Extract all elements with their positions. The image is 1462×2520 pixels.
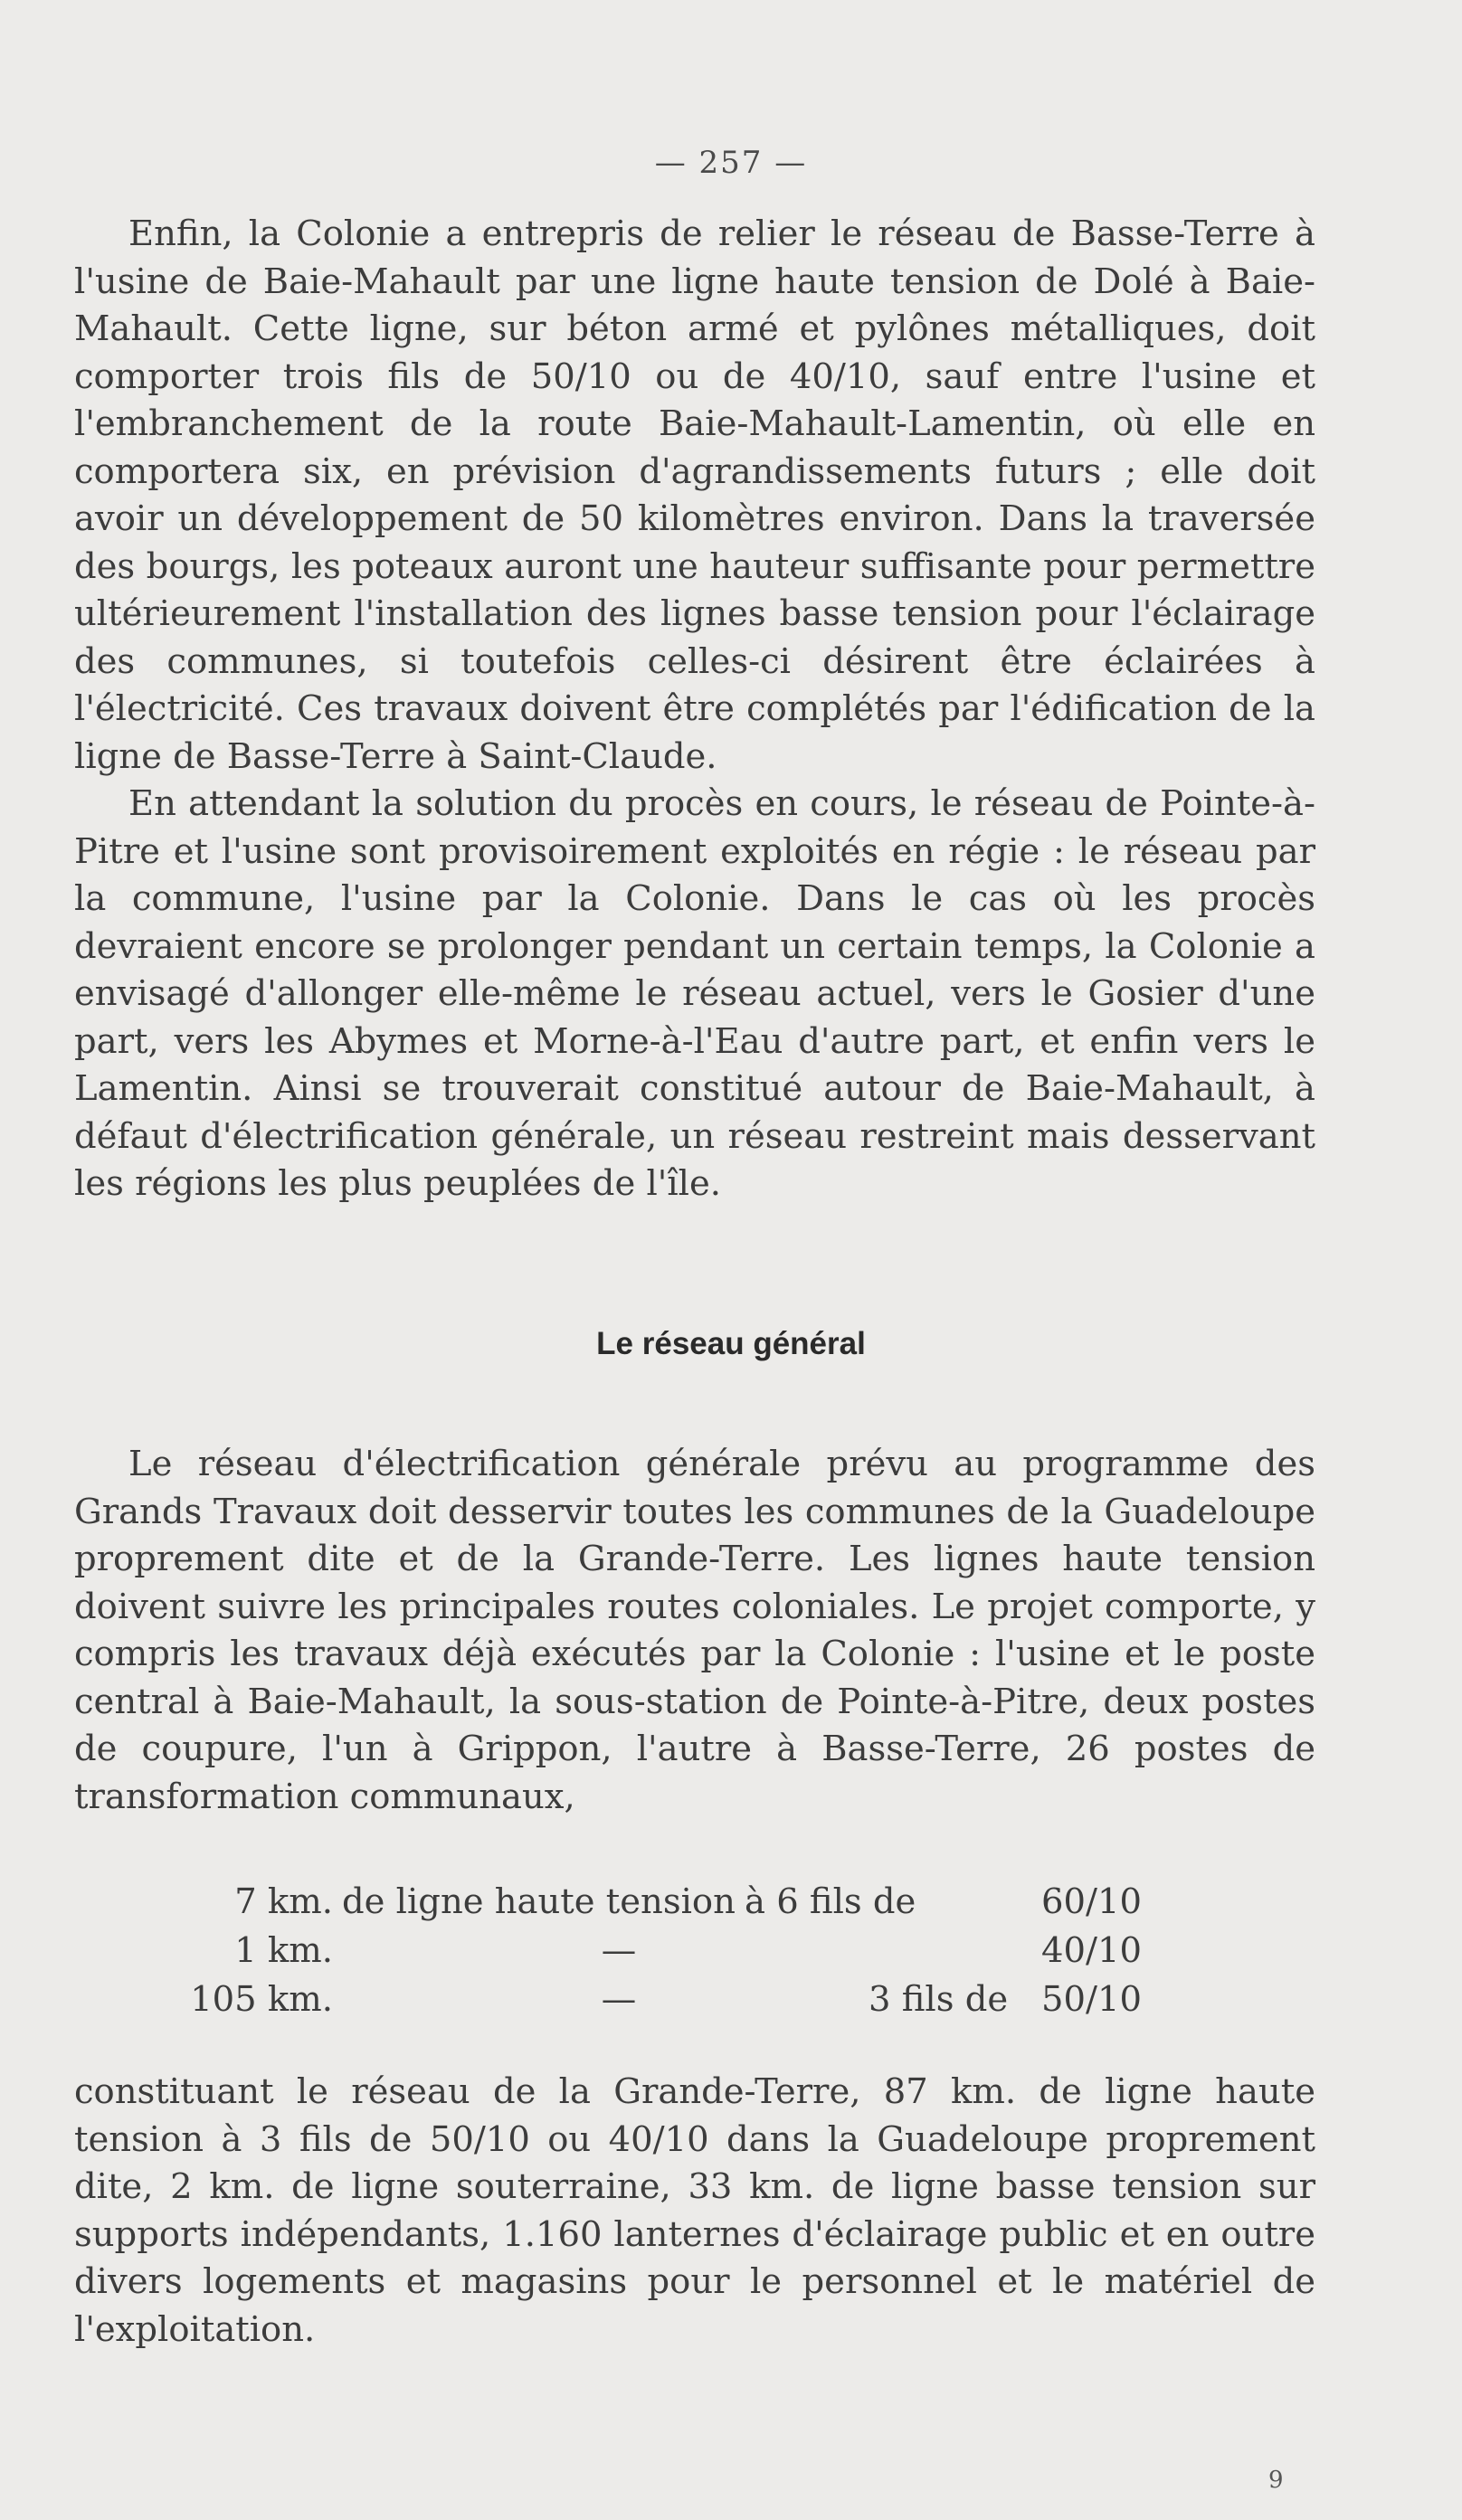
section-heading: Le réseau général bbox=[596, 1326, 866, 1361]
sheet-number: 9 bbox=[1268, 2467, 1284, 2494]
spec-row bbox=[0, 1928, 1462, 1975]
spec-ditto-dash: — bbox=[601, 1930, 637, 1971]
spec-row bbox=[0, 1976, 1462, 2023]
paragraph-general-network: Le réseau d'électrification générale prévu au programme des Grands Travaux doit desservir toutes les communes de la Guadeloupe proprement dite et de la Grande-Terre. Les lignes haute tension doivent suivre les principales routes coloniales. Le projet comporte, y compris les travaux déjà exécutés par la Colonie : l'usine et le poste central à Baie-Mahault, la sous-station de Pointe-à-Pitre, deux postes de coupure, l'un à Grippon, l'autre à Basse-Terre, 26 postes de transformation communaux, bbox=[74, 1444, 1315, 1817]
intro-text-block bbox=[74, 211, 1315, 1208]
spec-wire-count: 3 fils de bbox=[869, 1979, 1009, 2020]
spec-description: de ligne haute tension bbox=[342, 1881, 736, 1922]
paragraph-closing: constituant le réseau de la Grande-Terre, 87 km. de ligne haute tension à 3 fils de 50/10 ou 40/10 dans la Guadeloupe proprement dite, 2 km. de ligne souterraine, 33 km. de ligne basse tension sur supports indépendants, 1.160 lanternes d'éclairage public et en outre divers logements et magasins pour le personnel et le matériel de l'exploitation. bbox=[74, 2071, 1315, 2350]
spec-quantity: 1 km. bbox=[234, 1930, 333, 1971]
paragraph-pointe-a-pitre-network: En attendant la solution du procès en cours, le réseau de Pointe-à-Pitre et l'usine sont provisoirement exploités en régie : le réseau par la commune, l'usine par la Colonie. Dans le cas où les procès devraient encore se prolonger pendant un certain temps, la Colonie a envisagé d'allonger elle-même le réseau actuel, vers le Gosier d'une part, vers les Abymes et Morne-à-l'Eau d'autre part, et enfin vers le Lamentin. Ainsi se trouverait constitué autour de Baie-Mahault, à défaut d'électrification générale, un réseau restreint mais desservant les régions les plus peuplées de l'île. bbox=[74, 783, 1315, 1204]
spec-quantity: 105 km. bbox=[190, 1979, 333, 2020]
line-specs-list bbox=[0, 1879, 1462, 2032]
spec-row bbox=[0, 1879, 1462, 1926]
spec-wire-count: à 6 fils de bbox=[745, 1881, 916, 1922]
spec-gauge: 50/10 bbox=[1041, 1979, 1142, 2020]
closing-text-block bbox=[74, 2069, 1315, 2354]
spec-ditto-dash: — bbox=[601, 1979, 637, 2020]
page-number: — 257 — bbox=[654, 145, 808, 181]
paragraph-basse-terre-line: Enfin, la Colonie a entrepris de relier le réseau de Basse-Terre à l'usine de Baie-Mahault par une ligne haute tension de Dolé à Baie-Mahault. Cette ligne, sur béton armé et pylônes métalliques, doit comporter trois fils de 50/10 ou de 40/10, sauf entre l'usine et l'embranchement de la route Baie-Mahault-Lamentin, où elle en comportera six, en prévision d'agrandissements futurs ; elle doit avoir un développement de 50 kilomètres environ. Dans la traversée des bourgs, les poteaux auront une hauteur suffisante pour permettre ultérieurement l'installation des lignes basse tension pour l'éclairage des communes, si toutefois celles-ci désirent être éclairées à l'électricité. Ces travaux doivent être complétés par l'édification de la ligne de Basse-Terre à Saint-Claude. bbox=[74, 213, 1315, 777]
spec-gauge: 60/10 bbox=[1041, 1881, 1142, 1922]
spec-quantity: 7 km. bbox=[234, 1881, 333, 1922]
section-text-block bbox=[74, 1441, 1315, 1821]
spec-gauge: 40/10 bbox=[1041, 1930, 1142, 1971]
